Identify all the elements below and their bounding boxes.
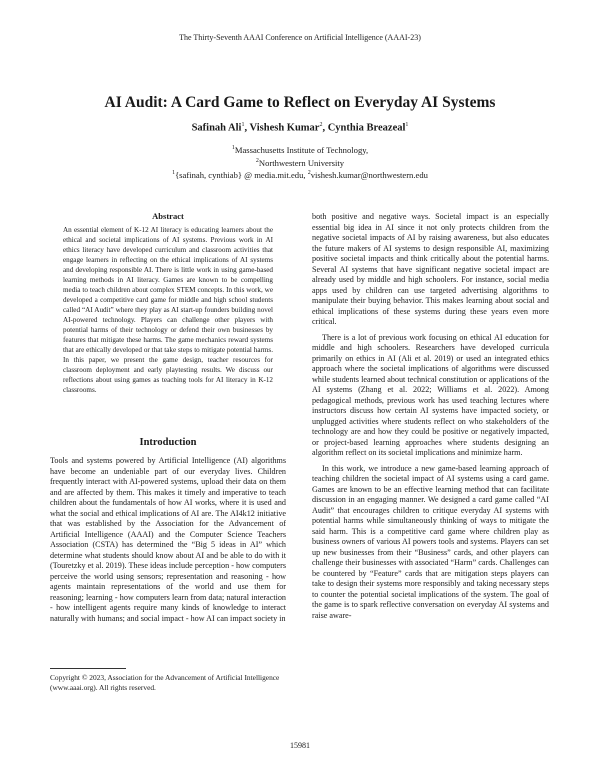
affiliation-text: Northwestern University: [258, 157, 345, 168]
introduction-text: Tools and systems powered by Artificial Intelligence (AI) algorithms have become an undeniable part of our everyday lives. Children frequently interact with AI-powered systems, upload their data on them and are affected by them. This makes it timely and imperative to teach children about the fundamentals of how AI works, where it is used and what the social and ethical implications of AI are. The AI4k12 initiative that was established by the Association for the Advancement of Artificial Intelligence (AAAI) and the Computer Science Teachers Association (CSTA) has determined the “Big 5 ideas in AI” which determine what students should know about AI and be able to do with it (Touretzky et al. 2019). These ideas include perception - how computers perceive the world using sensors; representation and reasoning - how agents maintain representations of the world and use them for reasoning; learning - how computers learn from data; natural interaction - how intelligent agents require many kinds of knowledge to interact naturally with humans; and social impact - how AI can impact society in: [50, 456, 286, 623]
abstract-heading: Abstract: [152, 211, 184, 221]
paper-title: AI Audit: A Card Game to Reflect on Everyday AI Systems: [104, 94, 496, 111]
body-paragraph: In this work, we introduce a new game-based learning approach of teaching children the societal impact of AI systems using a card game. Games are known to be an effective learning method that can facilitate discussion in an engaging manner. We designed a card game called “AI Audit” that encourages children to critique everyday AI systems with potential harms while simultaneously thinking of ways to mitigate the said harm. This is a competitive card game where children play as business owners of various AI powers tools and systems. Players can set up new businesses from their “Business” cards, and other players can challenge their businesses with associated “Harm” cards. Challenges can be countered by “Feature” cards that are mitigation steps players can take to design their systems more responsibly and taking necessary steps to counter the potential societal implications of the system. The goal of the game is to spark reflective conversation on everyday AI systems and raise aware-: [312, 463, 549, 620]
author-affiliation-mark: 1: [405, 122, 409, 128]
affiliation-mark: 2: [307, 170, 311, 177]
affiliation-line: [0, 156, 600, 169]
right-column: [312, 212, 549, 626]
author-separator: ,: [322, 122, 328, 134]
abstract-text: An essential element of K-12 AI literacy is educating learners about the ethical and societal implications of AI systems. Previous work in AI ethics literacy have developed curriculum and classroom activities that engage learners in reflecting on the ethical implications of AI systems and developing responsible AI. There is little work in using game-based learning methods in AI literacy. Games are known to be compelling media to teach children about complex STEM concepts. In this work, we developed a competitive card game for middle and high school students called “AI Audit” where they play as AI start-up founders building novel AI-powered technology. Players can challenge other players with potential harms of their technology or defend their own businesses by features that mitigate these harms. The game mechanics reward systems that are ethically developed or that take steps to mitigate potential harms. In this paper, we present the game design, teacher resources for classroom deployment and early playtesting results. We discuss our reflections about using games as teaching tools for AI literacy in K-12 classrooms.: [63, 226, 273, 394]
footnote-rule: [50, 668, 126, 669]
introduction-heading: Introduction: [139, 437, 197, 448]
page-number: 15981: [290, 741, 310, 750]
copyright-notice: Copyright © 2023, Association for the Advancement of Artificial Intelligence (www.aaai.org). All rights reserved.: [50, 673, 280, 692]
conference-header: The Thirty-Seventh AAAI Conference on Artificial Intelligence (AAAI-23): [179, 33, 421, 42]
affiliation-mark: 2: [255, 157, 259, 164]
affiliations: [0, 143, 600, 181]
author-affiliation-mark: 2: [319, 122, 323, 128]
author-separator: ,: [244, 122, 250, 134]
author-name: Cynthia Breazeal: [327, 122, 406, 134]
body-paragraph: both positive and negative ways. Societal impact is an especially essential big idea in AI since it not only protects children from the negative societal impacts of AI by raising awareness, but also educates the future makers of AI systems to design responsible AI, maximizing positive societal impacts and think critically about the potential harms. Several AI systems that have significant negative societal impact are already used by middle and high schoolers. For instance, social media apps used by children can use targeted advertising algorithms to manipulate their buying behavior. This makes learning about social and ethical implications of these systems during these years even more critical.: [312, 212, 549, 326]
affiliation-text: Massachusetts Institute of Technology,: [234, 144, 369, 155]
email-line: [0, 168, 600, 181]
body-paragraph: There is a lot of previous work focusing on ethical AI education for middle and high schoolers. Researchers have developed curricula primarily on ethics in AI (Ali et al. 2019) or used an integrated ethics approach where the societal implications of algorithms were discussed while students learned about technical constitution or applications of the AI systems (Zhang et al. 2022; Williams et al. 2022). Among pedagogical methods, previous work has used teaching lectures where instructors discuss how certain AI systems have impacted society, or unplugged activities where students reflect on who stakeholders of the technology are and how they could be positive or negatively impacted, or project-based learning approaches where students designing an algorithm reflect on its societal implications and minimize harm.: [312, 332, 549, 457]
affiliation-mark: 1: [231, 145, 235, 151]
author-list: [0, 122, 600, 134]
email-text: vishesh.kumar@northwestern.edu: [310, 170, 428, 181]
affiliation-line: [0, 143, 600, 156]
author-name: Safinah Ali: [191, 122, 242, 134]
author-affiliation-mark: 1: [241, 122, 245, 128]
affiliation-mark: 1: [172, 170, 176, 177]
author-name: Vishesh Kumar: [249, 122, 320, 134]
email-text: {safinah, cynthiab} @ media.mit.edu,: [175, 170, 308, 181]
